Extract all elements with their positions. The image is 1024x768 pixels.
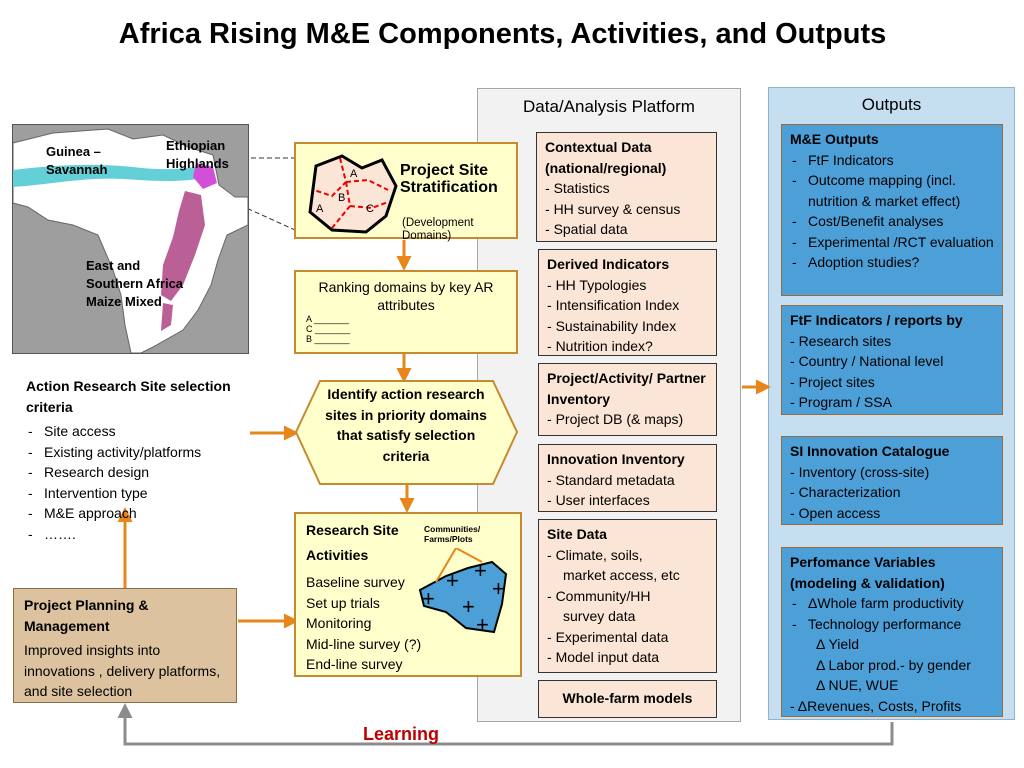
me-item: - FtF Indicators [790, 150, 994, 171]
zone-label: A [350, 168, 358, 180]
ftf-item: - Project sites [790, 372, 994, 393]
svg-text:+: + [446, 568, 459, 593]
ranking-title: Ranking domains by key AR attributes [318, 279, 494, 313]
me-item: - Adoption studies? [790, 252, 994, 273]
innovation-item: - User interfaces [547, 490, 708, 511]
zone-label: C [366, 203, 374, 215]
ftf-item: - Program / SSA [790, 392, 994, 413]
criteria-item: - Research design [26, 462, 250, 483]
site-item: - Climate, soils, [547, 545, 708, 566]
perf-subitem: Δ Labor prod.- by gender [816, 656, 971, 673]
criteria-item: - Site access [26, 421, 250, 442]
me-list [790, 150, 994, 273]
ranking-box [294, 270, 518, 354]
activity-item: Monitoring [306, 615, 372, 631]
perf-list [790, 593, 994, 696]
si-item: - Characterization [790, 482, 994, 503]
criteria-title: Action Research Site selection criteria [26, 378, 231, 415]
perf-title: Perfomance Variables (modeling & validation) [790, 554, 945, 591]
project-inventory-box [538, 363, 717, 436]
perf-subitem: Δ NUE, WUE [816, 677, 899, 693]
performance-variables-box [781, 547, 1003, 717]
contextual-item: - HH survey & census [545, 199, 708, 220]
contextual-item: - Spatial data [545, 219, 708, 240]
identify-text: Identify action research sites in priority domains that satisfy selection criteria [325, 386, 487, 464]
criteria-item: - Existing activity/platforms [26, 442, 250, 463]
project-title: Project/Activity/ Partner Inventory [547, 370, 706, 407]
site-item: market access, etc [563, 567, 680, 583]
planning-box [13, 588, 237, 703]
ftf-list [790, 331, 994, 413]
svg-text:+: + [462, 594, 475, 619]
site-item: survey data [563, 608, 636, 624]
perf-subitem: Δ Yield [816, 636, 860, 652]
planning-title: Project Planning & Management [24, 597, 149, 634]
site-item: - Model input data [547, 647, 708, 668]
learning-loop-arrow [125, 706, 892, 744]
derived-item: - Intensification Index [547, 295, 708, 316]
communities-map [406, 548, 516, 638]
si-title: SI Innovation Catalogue [790, 443, 950, 459]
me-title: M&E Outputs [790, 131, 879, 147]
si-catalogue-box [781, 436, 1003, 525]
contextual-item: - Statistics [545, 178, 708, 199]
perf-item: - Technology performance [790, 614, 994, 635]
ftf-item: - Research sites [790, 331, 994, 352]
learning-label: Learning [363, 724, 440, 744]
me-outputs-box [781, 124, 1003, 296]
svg-text:+: + [476, 612, 489, 637]
activity-item: End-line survey [306, 656, 403, 672]
derived-item: - HH Typologies [547, 275, 708, 296]
ftf-item: - Country / National level [790, 351, 994, 372]
site-item: - Community/HH [547, 586, 708, 607]
map-label-eastsouth: East and Southern Africa Maize Mixed [86, 258, 184, 309]
research-activities-title: Research Site Activities [306, 522, 399, 563]
ftf-indicators-box [781, 305, 1003, 415]
svg-text:+: + [474, 558, 487, 583]
innovation-item: - Standard metadata [547, 470, 708, 491]
map-label-ethiopian: Ethiopian Highlands [166, 138, 229, 171]
innovation-list [547, 470, 708, 511]
stratification-subtitle: (Development Domains) [402, 217, 474, 242]
site-item: - Experimental data [547, 627, 708, 648]
criteria-item: - ……. [26, 524, 250, 545]
svg-text:+: + [492, 576, 505, 601]
si-item: - Inventory (cross-site) [790, 462, 994, 483]
outputs-title: Outputs [861, 95, 922, 114]
research-activities-box [294, 512, 522, 677]
project-list [547, 409, 708, 430]
communities-label: Communities/ Farms/Plots [424, 524, 481, 544]
svg-text:+: + [422, 586, 435, 611]
si-list [790, 462, 994, 524]
site-list [547, 545, 708, 668]
criteria-block [18, 374, 258, 544]
contextual-title: Contextual Data (national/regional) [545, 139, 667, 176]
derived-item: - Sustainability Index [547, 316, 708, 337]
ranking-line: B _______ [306, 334, 350, 344]
africa-map [12, 124, 249, 354]
activity-item: Mid-line survey (?) [306, 635, 422, 652]
whole-farm-models-box: Whole-farm models [538, 680, 717, 718]
contextual-data-box [536, 132, 717, 242]
me-item: - Outcome mapping (incl. nutrition & market effect) [790, 170, 994, 211]
ftf-title: FtF Indicators / reports by [790, 312, 963, 328]
derived-item: - Nutrition index? [547, 336, 708, 357]
page-title: Africa Rising M&E Components, Activities, and Outputs [118, 18, 887, 50]
zone-label: A [316, 203, 324, 215]
si-item: - Open access [790, 503, 994, 524]
me-item: - Experimental /RCT evaluation [790, 232, 994, 253]
criteria-list [26, 421, 250, 544]
perf-item: - ΔWhole farm productivity [790, 593, 994, 614]
innovation-title: Innovation Inventory [547, 451, 685, 467]
perf-list-last [790, 696, 994, 717]
stratification-title: Project Site Stratification [400, 162, 498, 196]
site-data-box [538, 519, 717, 673]
stratification-domain-map [302, 146, 402, 238]
site-title: Site Data [547, 526, 607, 542]
data-platform-title: Data/Analysis Platform [523, 97, 695, 116]
me-item: - Cost/Benefit analyses [790, 211, 994, 232]
criteria-item: - Intervention type [26, 483, 250, 504]
innovation-inventory-box [538, 444, 717, 512]
ranking-line: A _______ [306, 314, 350, 324]
derived-list [547, 275, 708, 357]
contextual-list [545, 178, 708, 240]
project-item: - Project DB (& maps) [547, 409, 708, 430]
stratification-box [294, 142, 518, 242]
planning-body: Improved insights into innovations , delivery platforms, and site selection [24, 642, 221, 699]
ranking-line: C _______ [306, 324, 351, 334]
criteria-item: - M&E approach [26, 503, 250, 524]
activity-item: Set up trials [306, 594, 380, 611]
derived-title: Derived Indicators [547, 256, 670, 272]
activity-item: Baseline survey [306, 574, 405, 590]
perf-item: - ΔRevenues, Costs, Profits [790, 696, 994, 717]
zone-label: B [338, 192, 346, 204]
map-label-guinea: Guinea – Savannah [46, 144, 108, 177]
derived-indicators-box [538, 249, 717, 356]
